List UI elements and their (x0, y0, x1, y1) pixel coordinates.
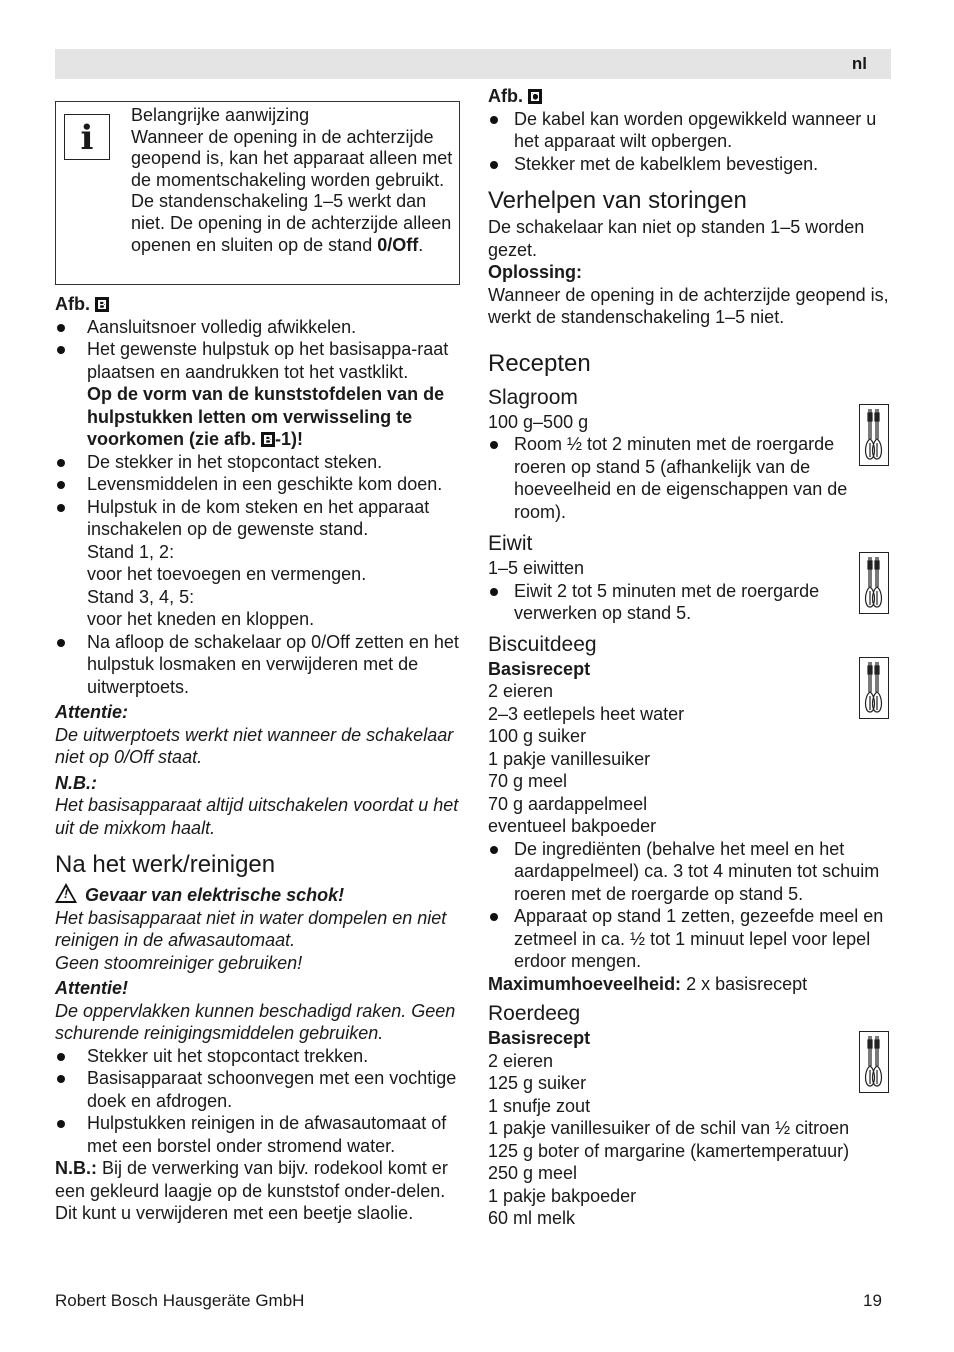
recipe-title: Biscuitdeeg (488, 632, 597, 656)
max-label: Maximumhoeveelheid: (488, 973, 682, 994)
nb-label: N.B.: (55, 772, 97, 793)
whisk-icon (859, 1031, 889, 1093)
list-item: Aansluitsnoer volledig afwikkelen. (55, 316, 460, 339)
ingredient: 60 ml melk (488, 1208, 576, 1228)
figure-ref-b (55, 293, 460, 316)
ingredient: 125 g boter of margarine (kamertemperatuur) (488, 1140, 850, 1161)
figure-letter-c: C (528, 89, 542, 104)
list-item: Stekker uit het stopcontact trekken. (55, 1045, 460, 1068)
recipe-steps (488, 580, 894, 625)
left-column (55, 101, 460, 1225)
ingredient: 2–3 eetlepels heet water (488, 703, 685, 724)
oplossing-label: Oplossing: (488, 262, 582, 282)
footer-company: Robert Bosch Hausgeräte GmbH (55, 1291, 305, 1310)
recipe-steps (488, 838, 894, 973)
stand-line: voor het kneden en kloppen. (87, 609, 315, 629)
stand-line: Stand 1, 2: (87, 541, 175, 562)
max-amount (488, 973, 894, 996)
important-note-title: Belangrijke aanwijzing (131, 105, 310, 125)
ingredient: 2 eieren (488, 681, 554, 701)
basisrecept-label: Basisrecept (488, 1028, 591, 1048)
ingredient: eventueel bakpoeder (488, 816, 657, 836)
recipe-amount: 1–5 eiwitten (488, 558, 585, 578)
ingredient: 125 g suiker (488, 1073, 587, 1093)
stand-line: Stand 3, 4, 5: (87, 586, 195, 607)
instruction-list (55, 316, 460, 699)
ingredient: 1 snufje zout (488, 1095, 591, 1116)
section-title: Na het werk/reinigen (55, 851, 276, 878)
ingredient: 70 g meel (488, 771, 568, 791)
storing-text: De schakelaar kan niet op standen 1–5 worden gezet. (488, 217, 865, 260)
nb-text: Het basisapparaat altijd uitschakelen voordat u het uit de mixkom haalt. (55, 795, 459, 838)
whisk-icon (859, 552, 889, 614)
important-note-end: . (418, 234, 424, 255)
list-item: Basisapparaat schoonvegen met een vochtige doek en afdrogen. (55, 1067, 460, 1112)
list-item: Stekker met de kabelklem bevestigen. (488, 153, 894, 176)
attentie-text: De oppervlakken kunnen beschadigd raken. Geen schurende reinigingsmiddelen gebruiken. (55, 1000, 456, 1043)
ingredient: 1 pakje vanillesuiker of de schil van ½ citroen (488, 1118, 850, 1138)
list-item: Hulpstukken reinigen in de afwasautomaat of met een borstel onder stromend water. (55, 1112, 460, 1157)
important-note-body: Wanneer de opening in de achterzijde geopend is, kan het apparaat alleen met de momentschakeling worden gebruikt. De standenschakeling 1–5 werkt dan niet. De opening in de achterzijde alleen openen en sluiten op de stand (131, 126, 453, 255)
ingredient: 70 g aardappelmeel (488, 793, 648, 814)
figure-label: Afb. (488, 86, 523, 106)
oplossing-text: Wanneer de opening in de achterzijde geopend is, werkt de standenschakeling 1–5 niet. (488, 284, 889, 327)
basisrecept-label: Basisrecept (488, 658, 591, 679)
attentie-label: Attentie: (55, 702, 128, 722)
section-title: Verhelpen van storingen (488, 187, 747, 214)
list-item: Na afloop de schakelaar op 0/Off zetten en het hulpstuk losmaken en verwijderen met de uitwerptoets. (55, 631, 460, 699)
nb-paragraph (55, 1157, 460, 1225)
list-item-text: Het gewenste hulpstuk op het basisappa-raat plaatsen en aandrukken tot het vastklikt. (87, 339, 449, 382)
whisk-icon (859, 404, 889, 466)
bold-note-end: -1)! (275, 429, 304, 449)
ingredient: 1 pakje bakpoeder (488, 1185, 637, 1206)
ingredient: 100 g suiker (488, 726, 587, 746)
nb-text: Bij de verwerking van bijv. rodekool komt er een gekleurd laagje op de kunststof onder-delen. Dit kunt u verwijderen met een beetje slaolie. (55, 1158, 448, 1223)
list-item: Apparaat op stand 1 zetten, gezeefde meel en zetmeel in ca. ½ tot 1 minuut lepel voor lepel erdoor mengen. (488, 905, 894, 973)
attentie-text: De uitwerptoets werkt niet wanneer de schakelaar niet op 0/Off staat. (55, 724, 454, 767)
warning-icon (55, 883, 77, 903)
danger-title: Gevaar van elektrische schok! (85, 885, 345, 905)
attentie-label: Attentie! (55, 978, 128, 998)
figure-letter-b: B (95, 297, 109, 312)
stand-line: voor het toevoegen en vermengen. (87, 564, 367, 584)
ingredient: 1 pakje vanillesuiker (488, 748, 651, 769)
important-note-text (131, 105, 456, 256)
page-number: 19 (863, 1291, 882, 1310)
whisk-icon (859, 657, 889, 719)
right-column (488, 85, 894, 1230)
danger-text: Geen stoomreiniger gebruiken! (55, 952, 303, 973)
figure-label: Afb. (55, 294, 90, 314)
list-item: De ingrediënten (behalve het meel en het aardappelmeel) ca. 3 tot 4 minuten tot schuim roeren met de roergarde op stand 5. (488, 838, 894, 906)
recipe-title: Roerdeeg (488, 1002, 581, 1025)
ingredient: 250 g meel (488, 1163, 578, 1183)
recipe-title: Eiwit (488, 532, 533, 555)
language-code: nl (851, 54, 867, 73)
nb-label: N.B.: (55, 1158, 97, 1178)
info-icon: i (64, 114, 110, 160)
recipe-amount: 100 g–500 g (488, 411, 589, 432)
cable-list (488, 108, 894, 176)
list-item: Room ½ tot 2 minuten met de roergarde roeren op stand 5 (afhankelijk van de hoeveelheid en de eigenschappen van de room). (488, 433, 854, 523)
list-item: De stekker in het stopcontact steken. (55, 451, 460, 474)
list-item: Eiwit 2 tot 5 minuten met de roergarde verwerken op stand 5. (488, 580, 854, 625)
important-note-bold: 0/Off (377, 234, 419, 255)
max-value: 2 x basisrecept (681, 973, 808, 994)
section-title: Recepten (488, 349, 591, 377)
cleaning-list (55, 1045, 460, 1158)
figure-ref-c (488, 85, 894, 108)
list-item-text: Hulpstuk in de kom steken en het apparaat inschakelen op de gewenste stand. (87, 496, 430, 539)
important-note-box (55, 101, 460, 285)
ingredient: 2 eieren (488, 1050, 554, 1071)
bold-warning-note (87, 383, 460, 451)
figure-letter-b: B (261, 432, 275, 447)
danger-text: Het basisapparaat niet in water dompelen en niet reinigen in de afwasautomaat. (55, 907, 447, 950)
bold-note-text: Op de vorm van de kunststofdelen van de hulpstukken letten om verwisseling te voorkomen (zie afb. (87, 384, 445, 449)
top-bar (55, 49, 891, 79)
recipe-steps (488, 433, 894, 523)
list-item: De kabel kan worden opgewikkeld wanneer u het apparaat wilt opbergen. (488, 108, 894, 153)
list-item (55, 338, 460, 451)
list-item (55, 496, 460, 631)
list-item: Levensmiddelen in een geschikte kom doen. (55, 473, 460, 496)
recipe-title: Slagroom (488, 385, 578, 409)
danger-heading (55, 883, 460, 907)
